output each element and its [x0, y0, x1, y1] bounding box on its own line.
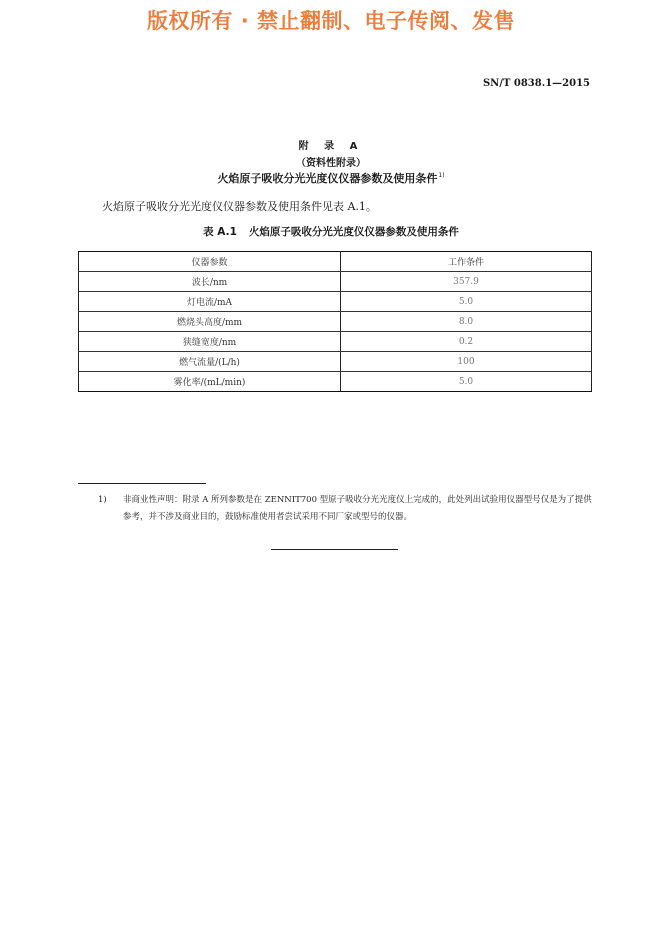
condition-cell: 8.0	[341, 312, 592, 332]
annex-type: （资料性附录）	[296, 158, 366, 169]
table-caption-title: 火焰原子吸收分光光度仪仪器参数及使用条件	[248, 226, 459, 238]
standard-code: SN/T 0838.1—2015	[482, 78, 590, 89]
annex-title-text: 火焰原子吸收分光光度仪仪器参数及使用条件	[217, 172, 438, 185]
condition-cell: 5.0	[341, 292, 592, 312]
parameter-cell: 灯电流/mA	[79, 292, 341, 312]
footnote-reference[interactable]: 1)	[438, 172, 445, 179]
footnote	[98, 492, 592, 526]
table-caption	[0, 224, 662, 239]
footnote-divider	[78, 483, 206, 484]
table-row	[79, 272, 592, 292]
end-of-document-rule	[271, 549, 398, 550]
condition-cell: 5.0	[341, 372, 592, 392]
condition-cell: 100	[341, 352, 592, 372]
parameter-cell: 燃气流量/(L/h)	[79, 352, 341, 372]
table-row	[79, 332, 592, 352]
table-row	[79, 352, 592, 372]
annex-label: 附 录 A	[298, 141, 364, 152]
column-header-condition: 工作条件	[341, 252, 592, 272]
condition-cell: 357.9	[341, 272, 592, 292]
table-header-row	[79, 252, 592, 272]
parameter-cell: 波长/nm	[79, 272, 341, 292]
parameters-table	[78, 251, 592, 392]
column-header-parameter: 仪器参数	[79, 252, 341, 272]
intro-paragraph: 火焰原子吸收分光光度仪仪器参数及使用条件见表 A.1。	[102, 200, 377, 213]
footnote-text: 非商业性声明：附录 A 所列参数是在 ZENNIT700 型原子吸收分光光度仪上完成的，此处列出试验用仪器型号仅是为了提供参考，并不涉及商业目的，鼓励标准使用者尝试采用不同厂家或型号的仪器。	[123, 495, 592, 522]
table-caption-number: 表 A.1	[203, 226, 237, 238]
parameter-cell: 雾化率/(mL/min)	[79, 372, 341, 392]
footnote-marker: 1)	[98, 495, 107, 505]
annex-title	[0, 170, 662, 186]
table-row	[79, 372, 592, 392]
copyright-watermark: 版权所有 · 禁止翻制、电子传阅、发售	[146, 9, 516, 33]
table-row	[79, 312, 592, 332]
table-row	[79, 292, 592, 312]
parameter-cell: 狭缝宽度/nm	[79, 332, 341, 352]
condition-cell: 0.2	[341, 332, 592, 352]
parameter-cell: 燃烧头高度/mm	[79, 312, 341, 332]
